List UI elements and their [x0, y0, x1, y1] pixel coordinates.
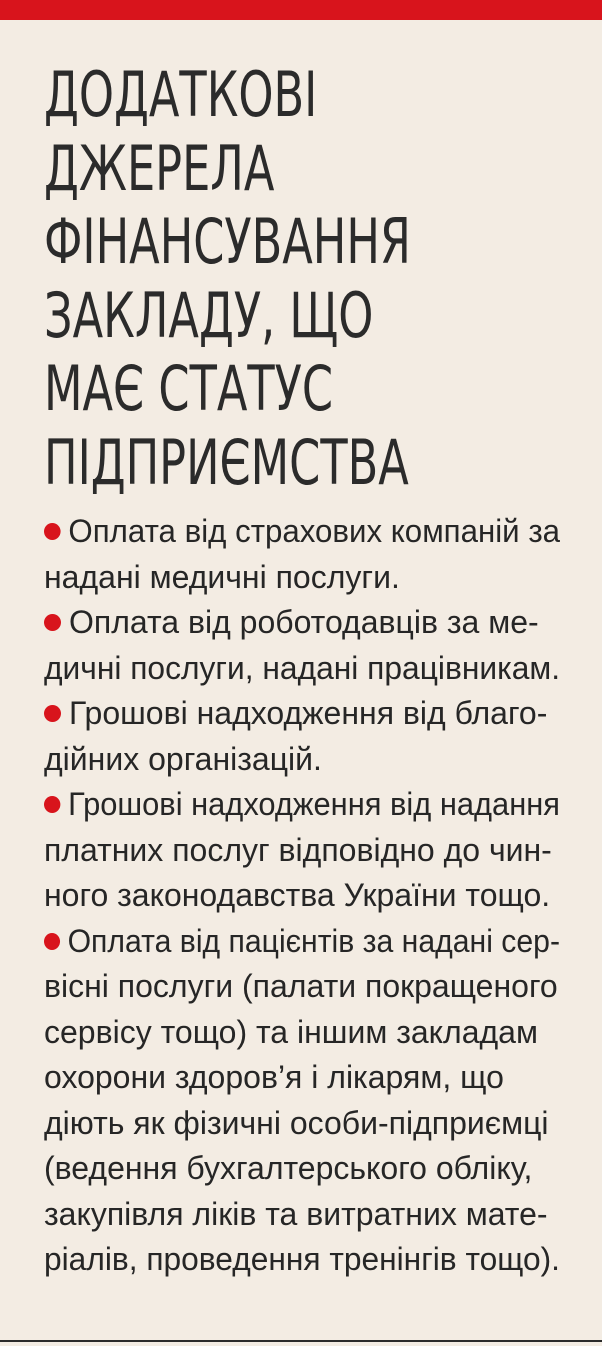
first-line [44, 509, 560, 555]
title-line: ДЖЕРЕЛА [44, 131, 275, 205]
bullet-dot-icon [44, 796, 60, 813]
title-line: ПІДПРИЄМСТВА [44, 425, 409, 499]
bullet-dot-icon [44, 523, 61, 540]
first-line [44, 600, 539, 646]
list-item [44, 691, 560, 782]
line-text: ріалів, проведення тренінгів тощо). [44, 1241, 560, 1277]
line-text: Грошові надходження від благо- [69, 695, 548, 731]
funding-sources-list [44, 509, 560, 1283]
bullet-dot-icon [44, 933, 60, 950]
line-text: дійних організацій. [44, 740, 322, 777]
line-text: Оплата від пацієнтів за надані сер- [67, 922, 561, 959]
line-text: Оплата від страхових компаній за [68, 513, 561, 549]
first-line [44, 919, 560, 965]
line-text: платних послуг відповідно до чин- [44, 831, 552, 868]
title-line: МАЄ СТАТУС [44, 352, 334, 425]
line-text: ного законодавства України тощо. [44, 877, 551, 913]
line-text: (ведення бухгалтерського обліку, [44, 1150, 533, 1186]
bullet-dot-icon [44, 705, 61, 722]
title-line: ФІНАНСУВАННЯ [44, 205, 411, 278]
title-line: ДОДАТКОВІ [44, 58, 318, 131]
first-line [44, 782, 560, 828]
line-text: закупівля ліків та витратних мате- [44, 1195, 548, 1232]
line-text: Оплата від роботодавців за ме- [69, 604, 539, 640]
line-text: сервісу тощо) та іншим закладам [44, 1013, 538, 1050]
line-text: охорони здоров’я і лікарям, що [44, 1059, 504, 1095]
first-line [44, 691, 547, 737]
page-title [44, 58, 433, 499]
line-text: дичні послуги, надані працівникам. [44, 649, 561, 686]
line-text: діють як фізичні особи-підприємці [44, 1104, 549, 1141]
top-accent-bar [0, 0, 602, 20]
bottom-rule [0, 1340, 602, 1342]
bullet-dot-icon [44, 614, 61, 631]
list-item [44, 782, 560, 919]
line-text: надані медичні послуги. [44, 558, 400, 595]
list-item [44, 919, 560, 1283]
list-item [44, 509, 560, 600]
list-item [44, 600, 560, 691]
line-text: Грошові надходження від надання [68, 786, 560, 822]
title-line: ЗАКЛАДУ, ЩО [44, 278, 374, 352]
line-text: вісні послуги (палати покращеного [44, 968, 558, 1004]
